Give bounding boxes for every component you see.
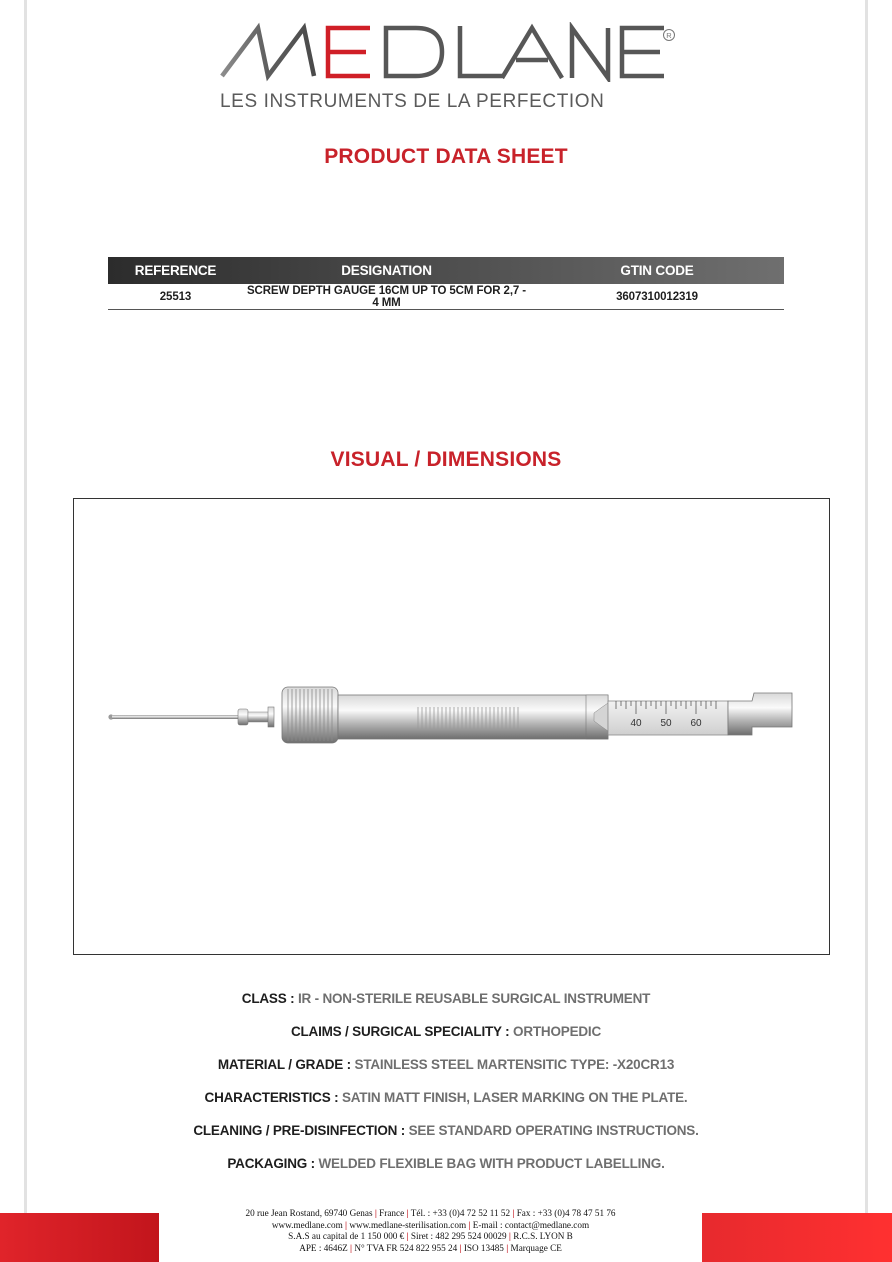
spec-material	[0, 1054, 892, 1087]
specifications-list	[0, 988, 892, 1186]
spec-value: IR - NON-STERILE REUSABLE SURGICAL INSTRUMENT	[297, 991, 651, 1006]
spec-value: SATIN MATT FINISH, LASER MARKING ON THE PLATE.	[341, 1090, 688, 1105]
footer-legal-line: S.A.S au capital de 1 150 000 € | Siret : 482 295 524 00029 | R.C.S. LYON B	[288, 1231, 573, 1241]
spec-cleaning	[0, 1120, 892, 1153]
product-visual-frame	[73, 498, 830, 955]
spec-value: SEE STANDARD OPERATING INSTRUCTIONS.	[408, 1123, 699, 1138]
table-row	[108, 284, 784, 310]
spec-label: MATERIAL / GRADE :	[217, 1057, 351, 1072]
footer-phone: Tél. : +33 (0)4 72 52 11 52	[410, 1208, 511, 1218]
header-reference: REFERENCE	[134, 263, 217, 278]
scale-mark-60: 60	[690, 718, 702, 729]
scale-mark-40: 40	[630, 718, 642, 729]
footer-vat: N° TVA FR 524 822 955 24	[354, 1242, 458, 1253]
footer-ape: APE : 4646Z	[299, 1242, 348, 1253]
footer-red-bar-left	[0, 1213, 159, 1262]
footer-red-bar-right	[702, 1213, 892, 1262]
footer-web-line: www.medlane.com | www.medlane-sterilisation.com | E-mail : contact@medlane.com	[271, 1219, 590, 1230]
footer-ce-marking: Marquage CE	[510, 1242, 562, 1253]
footer-address-line: 20 rue Jean Rostand, 69740 Genas | France | Tél. : +33 (0)4 72 52 11 52 | Fax : +33 (0)4 78 47 51 76	[245, 1208, 616, 1218]
spec-label: CHARACTERISTICS :	[204, 1090, 339, 1105]
company-footer	[165, 1208, 696, 1254]
footer-country: France	[379, 1208, 405, 1218]
footer-iso: ISO 13485	[463, 1242, 504, 1253]
screw-depth-gauge-image	[106, 683, 796, 751]
spec-label: CLASS :	[241, 991, 295, 1006]
footer-sterilisation-link[interactable]: www.medlane-sterilisation.com	[349, 1219, 467, 1230]
visual-dimensions-title: VISUAL / DIMENSIONS	[330, 448, 562, 471]
footer-address: 20 rue Jean Rostand, 69740 Genas	[245, 1208, 373, 1218]
footer-rcs: R.C.S. LYON B	[513, 1231, 573, 1241]
footer-fax: Fax : +33 (0)4 78 47 51 76	[516, 1208, 616, 1218]
table-header	[108, 257, 784, 284]
spec-label: PACKAGING :	[227, 1156, 315, 1171]
header-designation: DESIGNATION	[341, 263, 432, 278]
medlane-logo	[220, 22, 676, 82]
spec-packaging	[0, 1153, 892, 1186]
footer-email-link[interactable]: E-mail : contact@medlane.com	[472, 1219, 590, 1230]
scale-mark-50: 50	[660, 718, 672, 729]
header-gtin-code: GTIN CODE	[620, 263, 694, 278]
spec-value: WELDED FLEXIBLE BAG WITH PRODUCT LABELLING.	[318, 1156, 665, 1171]
spec-label: CLEANING / PRE-DISINFECTION :	[193, 1123, 406, 1138]
spec-claims	[0, 1021, 892, 1054]
brand-tagline: LES INSTRUMENTS DE LA PERFECTION	[220, 91, 605, 112]
reference-table	[108, 257, 784, 310]
cell-designation: SCREW DEPTH GAUGE 16CM UP TO 5CM FOR 2,7 - 4 MM	[246, 284, 527, 309]
spec-label: CLAIMS / SURGICAL SPECIALITY :	[290, 1024, 510, 1039]
footer-registration-line: APE : 4646Z | N° TVA FR 524 822 955 24 | ISO 13485 | Marquage CE	[299, 1242, 562, 1253]
spec-value: STAINLESS STEEL MARTENSITIC TYPE: -X20CR13	[354, 1057, 675, 1072]
cell-gtin-code: 3607310012319	[616, 290, 698, 303]
product-data-sheet-title: PRODUCT DATA SHEET	[324, 145, 568, 168]
spec-class	[0, 988, 892, 1021]
spec-characteristics	[0, 1087, 892, 1120]
footer-siret: Siret : 482 295 524 00029	[410, 1231, 507, 1241]
spec-value: ORTHOPEDIC	[513, 1024, 602, 1039]
cell-reference: 25513	[159, 290, 192, 303]
registered-mark: R	[666, 31, 672, 40]
footer-website-link[interactable]: www.medlane.com	[271, 1219, 343, 1230]
footer-capital: S.A.S au capital de 1 150 000 €	[288, 1231, 405, 1241]
